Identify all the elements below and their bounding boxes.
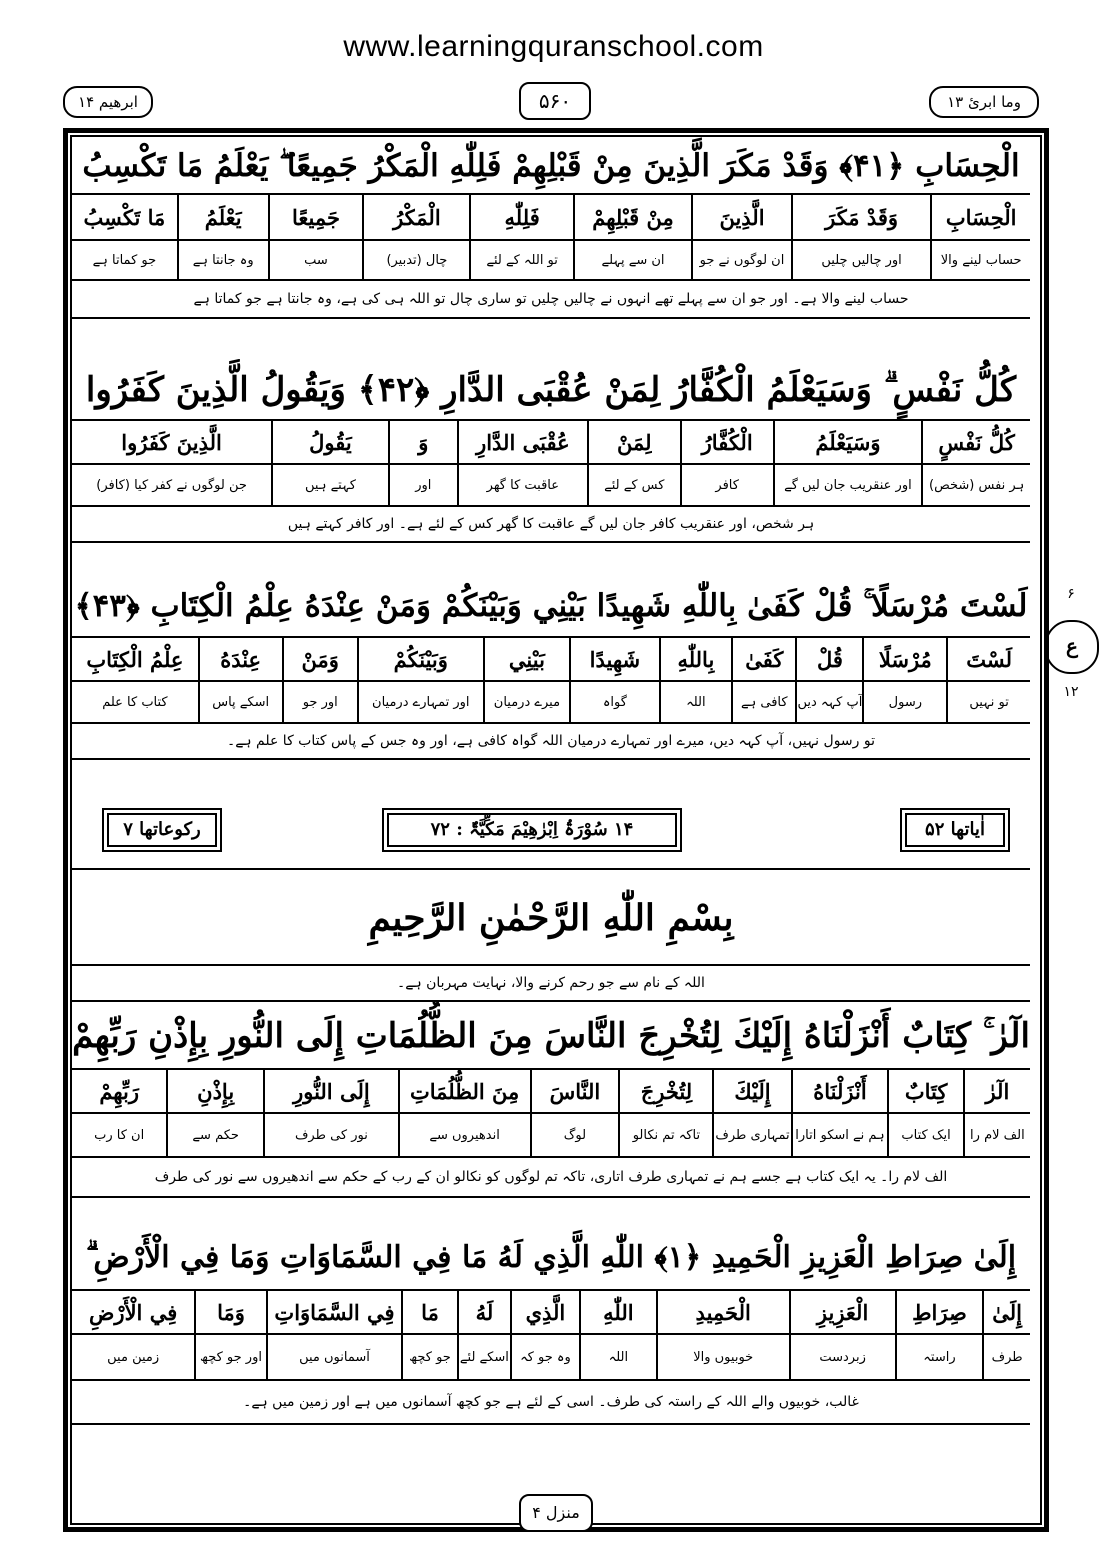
word-meaning: وہ جو کہ	[510, 1335, 579, 1379]
arabic-word: أَنْزَلْنَاهُ	[791, 1070, 888, 1112]
word-meaning: کہتے ہیں	[271, 465, 388, 505]
arabic-word: مِنَ الظُّلُمَاتِ	[398, 1070, 530, 1112]
page-number: ۵۶۰	[519, 82, 591, 120]
word-meaning: تمہاری طرف	[712, 1114, 790, 1156]
arabic-word: وَمَنْ	[282, 638, 357, 680]
arabic-word: فِي السَّمَاوَاتِ	[266, 1291, 401, 1333]
arabic-word: الَّذِينَ كَفَرُوا	[121, 429, 222, 455]
arabic-word: يَقُولُ	[271, 421, 388, 463]
verse-translation: تو رسول نہیں، آپ کہہ دیں، میرے اور تمہارے درمیان اللہ گواہ کافی ہے، اور وہ جس کے پاس کتاب کا علم ہے۔	[72, 724, 1030, 760]
urdu-meaning-row	[72, 465, 1030, 507]
arabic-word-row	[72, 638, 1030, 682]
arabic-word: الَّذِي	[510, 1291, 579, 1333]
word-meaning: زمین میں	[107, 1349, 160, 1365]
arabic-word: مَا	[401, 1291, 457, 1333]
bismillah-calligraphy: بِسْمِ اللّٰهِ الرَّحْمٰنِ الرَّحِيمِ	[72, 870, 1030, 966]
arabic-word: مِنْ قَبْلِهِمْ	[573, 195, 691, 239]
para-name-tag: وما ابرئ ۱۳	[929, 86, 1039, 118]
arabic-word-row	[72, 195, 1030, 241]
site-url: www.learningquranschool.com	[343, 30, 764, 63]
arabic-word: بِاللّٰهِ	[659, 638, 732, 680]
word-meaning: نور کی طرف	[263, 1114, 398, 1156]
word-meaning: اسکے پاس	[198, 682, 282, 722]
word-meaning: اور جو	[282, 682, 357, 722]
arabic-word: جَمِيعًا	[268, 195, 363, 239]
surah-header-band	[72, 794, 1030, 870]
arabic-word: لِتُخْرِجَ	[618, 1070, 712, 1112]
word-meaning: اللہ	[659, 682, 732, 722]
word-meaning: رسول	[862, 682, 946, 722]
word-meaning: جن لوگوں نے کفر کیا (کافر)	[96, 477, 247, 493]
margin-top-mark: ۶	[1067, 586, 1075, 602]
arabic-word: الَّذِينَ	[691, 195, 791, 239]
arabic-word: يَعْلَمُ	[177, 195, 268, 239]
verse-translation: حساب لینے والا ہے۔ اور جو ان سے پہلے تھے انہوں نے چالیں چلیں تو ساری چال تو اللہ ہی کی ہے، وہ جانتا ہے جو کماتا ہے	[72, 281, 1030, 319]
arabic-word-row	[72, 1291, 1030, 1335]
word-meaning: زبردست	[789, 1335, 895, 1379]
arabic-word: وَ	[388, 421, 457, 463]
verse-line: لَسْتَ مُرْسَلًا ۚ قُلْ كَفَىٰ بِاللّٰهِ شَهِيدًا بَيْنِي وَبَيْنَكُمْ وَمَنْ عِنْدَهُ عِلْمُ الْكِتَابِ ﴿۴۳﴾	[72, 574, 1030, 638]
word-meaning: اور	[388, 465, 457, 505]
arabic-word: الْمَكْرُ	[362, 195, 469, 239]
arabic-word: مُرْسَلًا	[862, 638, 946, 680]
arabic-word: رَبِّهِمْ	[99, 1078, 139, 1104]
arabic-word: كَفَىٰ	[731, 638, 795, 680]
margin-bottom-mark: ۱۲	[1063, 684, 1079, 700]
verse-translation: غالب، خوبیوں والے اللہ کے راستہ کی طرف۔ اسی کے لئے ہے جو کچھ آسمانوں میں ہے اور زمین میں ہے۔	[72, 1381, 1030, 1425]
word-meaning: تو نہیں	[946, 682, 1030, 722]
word-meaning: حساب لینے والا	[930, 241, 1030, 279]
verse-line: كُلُّ نَفْسٍ ۗ وَسَيَعْلَمُ الْكُفَّارُ لِمَنْ عُقْبَى الدَّارِ ﴿۴۲﴾ وَيَقُولُ الَّذِينَ كَفَرُوا	[72, 359, 1030, 421]
arabic-word: قُلْ	[795, 638, 862, 680]
arabic-word: عُقْبَى الدَّارِ	[457, 421, 587, 463]
surah-title-plaque: ۱۴ سُوْرَۃُ اِبْرٰھِیْمَ مَکِّیَّۃٌ : ۷۲	[382, 808, 682, 852]
arabic-word: اللّٰهِ	[579, 1291, 656, 1333]
page-content	[72, 137, 1030, 1513]
word-meaning: اور چالیں چلیں	[791, 241, 931, 279]
arabic-word: الْحِسَابِ	[930, 195, 1030, 239]
verse-translation: الف لام را۔ یہ ایک کتاب ہے جسے ہم نے تمہاری طرف اتاری، تاکہ تم لوگوں کو نکالو ان کے رب کے حکم سے اندھیروں سے نور کی طرف	[72, 1158, 1030, 1198]
word-meaning: گواہ	[569, 682, 658, 722]
word-meaning: اور جو کچھ	[194, 1335, 266, 1379]
word-meaning: میرے درمیان	[483, 682, 570, 722]
word-meaning: ایک کتاب	[887, 1114, 962, 1156]
arabic-word: فَلِلّٰهِ	[469, 195, 572, 239]
ruku-marker: ع	[1045, 620, 1099, 674]
arabic-word: لَهُ	[457, 1291, 510, 1333]
arabic-word: بِإِذْنِ	[166, 1070, 263, 1112]
word-meaning: کس کے لئے	[587, 465, 680, 505]
word-meaning: چال (تدبیر)	[362, 241, 469, 279]
arabic-word: لَسْتَ	[946, 638, 1030, 680]
word-meaning: کافر	[680, 465, 773, 505]
arabic-word: إِلَىٰ	[982, 1291, 1030, 1333]
arabic-word: وَمَا	[194, 1291, 266, 1333]
arabic-word: صِرَاطِ	[895, 1291, 983, 1333]
arabic-word: النَّاسَ	[530, 1070, 619, 1112]
word-meaning: اور تمہارے درمیان	[357, 682, 483, 722]
urdu-meaning-row	[72, 1335, 1030, 1381]
urdu-meaning-row	[72, 682, 1030, 724]
word-meaning: خوبیوں والا	[656, 1335, 789, 1379]
word-meaning: طرف	[982, 1335, 1030, 1379]
word-meaning: اسکے لئے	[457, 1335, 510, 1379]
word-meaning: ان لوگوں نے جو	[691, 241, 791, 279]
word-meaning: اور عنقریب جان لیں گے	[773, 465, 922, 505]
word-meaning: وہ جانتا ہے	[177, 241, 268, 279]
word-meaning: اندھیروں سے	[398, 1114, 530, 1156]
word-meaning: جو کماتا ہے	[92, 252, 157, 268]
word-meaning: ان سے پہلے	[573, 241, 691, 279]
arabic-word: الْحَمِيدِ	[656, 1291, 789, 1333]
arabic-word: كُلُّ نَفْسٍ	[921, 421, 1030, 463]
arabic-word: الٓرٰ	[963, 1070, 1030, 1112]
arabic-word: وَبَيْنَكُمْ	[357, 638, 483, 680]
arabic-word: كِتَابٌ	[887, 1070, 962, 1112]
word-meaning: جو کچھ	[401, 1335, 457, 1379]
verse-translation: ہر شخص، اور عنقریب کافر جان لیں گے عاقبت کا گھر کس کے لئے ہے۔ اور کافر کہتے ہیں	[72, 507, 1030, 543]
arabic-word: إِلَى النُّورِ	[263, 1070, 398, 1112]
arabic-word: فِي الْأَرْضِ	[89, 1299, 178, 1325]
word-meaning: حکم سے	[166, 1114, 263, 1156]
word-meaning: آسمانوں میں	[266, 1335, 401, 1379]
word-meaning: ان کا رب	[94, 1127, 145, 1143]
word-meaning: تو اللہ کے لئے	[469, 241, 572, 279]
verse-line: الٓرٰ ۚ كِتَابٌ أَنْزَلْنَاهُ إِلَيْكَ لِتُخْرِجَ النَّاسَ مِنَ الظُّلُمَاتِ إِلَى النُّورِ بِإِذْنِ رَبِّهِمْ	[72, 1002, 1030, 1070]
arabic-word: لِمَنْ	[587, 421, 680, 463]
word-meaning: اللہ	[579, 1335, 656, 1379]
word-meaning: ہم نے اسکو اتارا	[791, 1114, 888, 1156]
arabic-word: وَقَدْ مَكَرَ	[791, 195, 931, 239]
arabic-word-row	[72, 1070, 1030, 1114]
word-meaning: سب	[268, 241, 363, 279]
arabic-word: الْعَزِيزِ	[789, 1291, 895, 1333]
arabic-word: عِلْمُ الْكِتَابِ	[86, 646, 184, 672]
arabic-word: إِلَيْكَ	[712, 1070, 790, 1112]
arabic-word-row	[72, 421, 1030, 465]
surah-name-tag: ابرهيم ۱۴	[63, 86, 153, 118]
word-meaning: راستہ	[895, 1335, 983, 1379]
verse-line: إِلَىٰ صِرَاطِ الْعَزِيزِ الْحَمِيدِ ﴿۱﴾ اللّٰهِ الَّذِي لَهُ مَا فِي السَّمَاوَاتِ وَمَا فِي الْأَرْضِ ۗ	[72, 1225, 1030, 1291]
word-meaning: لوگ	[530, 1114, 619, 1156]
arabic-word: وَسَيَعْلَمُ	[773, 421, 922, 463]
word-meaning: ہر نفس (شخص)	[921, 465, 1030, 505]
word-meaning: عاقبت کا گھر	[457, 465, 587, 505]
word-meaning: آپ کہہ دیں	[795, 682, 862, 722]
arabic-word: عِنْدَهُ	[198, 638, 282, 680]
word-meaning: الف لام را	[963, 1114, 1030, 1156]
word-meaning: تاکہ تم نکالو	[618, 1114, 712, 1156]
arabic-word: مَا تَكْسِبُ	[83, 204, 166, 230]
bismillah-translation: اللہ کے نام سے جو رحم کرنے والا، نہایت مہربان ہے۔	[72, 966, 1030, 1002]
urdu-meaning-row	[72, 241, 1030, 281]
arabic-word: شَهِيدًا	[569, 638, 658, 680]
arabic-word: بَيْنِي	[483, 638, 570, 680]
ayat-count-plaque: اٰیاتھا ۵۲	[900, 808, 1010, 852]
verse-line: الْحِسَابِ ﴿۴۱﴾ وَقَدْ مَكَرَ الَّذِينَ مِنْ قَبْلِهِمْ فَلِلّٰهِ الْمَكْرُ جَمِيعًا ۖ يَعْلَمُ مَا تَكْسِبُ	[72, 137, 1030, 195]
urdu-meaning-row	[72, 1114, 1030, 1158]
ruku-count-plaque: رکوعاتھا ۷	[102, 808, 222, 852]
word-meaning: کافی ہے	[731, 682, 795, 722]
arabic-word: الْكُفَّارُ	[680, 421, 773, 463]
word-meaning: کتاب کا علم	[102, 694, 168, 710]
manzil-marker: منزل ۴	[519, 1494, 593, 1532]
